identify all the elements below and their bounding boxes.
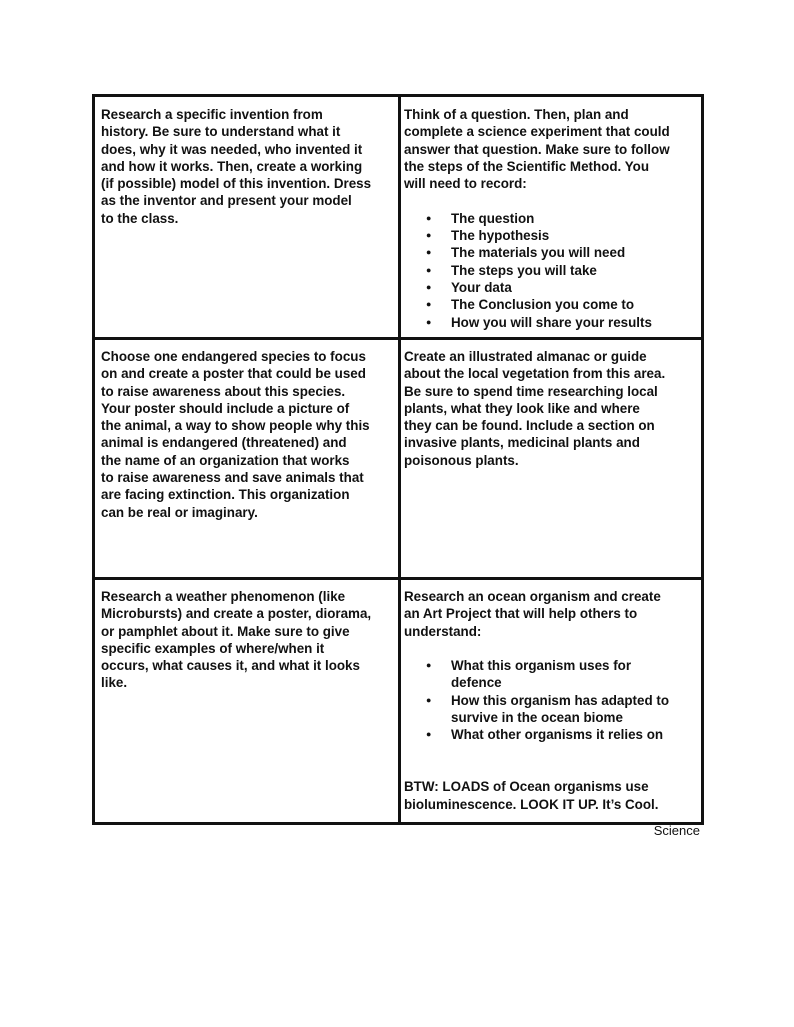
- text-line: [101, 486, 370, 503]
- bullet-icon: ●: [426, 281, 432, 292]
- bullet-item: [404, 210, 670, 227]
- line-text: about the local vegetation from this area.: [404, 366, 666, 382]
- line-text: the name of an organization that works: [101, 452, 350, 468]
- line-text: the steps of the Scientific Method. You: [404, 158, 650, 174]
- line-text: How you will share your results: [451, 314, 652, 330]
- line-text: on and create a poster that could be used: [101, 366, 366, 382]
- bullet-item: [404, 296, 670, 313]
- cell-vegetation-guide: [404, 348, 665, 469]
- bullet-item: [404, 227, 670, 244]
- text-line: [101, 123, 371, 140]
- bullet-icon: ●: [426, 729, 432, 740]
- line-text: and how it works. Then, create a working: [101, 158, 363, 174]
- bullet-item: [404, 262, 670, 279]
- bullet-item: [404, 726, 669, 743]
- text-line: [404, 452, 665, 469]
- text-line: [404, 605, 669, 622]
- text-line: [101, 158, 371, 175]
- line-text: to raise awareness about this species.: [101, 383, 346, 399]
- line-text: history. Be sure to understand what it: [101, 124, 341, 140]
- bullet-icon: ●: [426, 247, 432, 258]
- text-line: [101, 674, 371, 691]
- text-line: [404, 417, 665, 434]
- line-text: can be real or imaginary.: [101, 504, 258, 520]
- text-line: [101, 141, 371, 158]
- text-line: [404, 588, 669, 605]
- bullet-icon: ●: [426, 264, 432, 275]
- bullet-icon: ●: [426, 660, 432, 671]
- line-text: Your data: [451, 279, 512, 295]
- line-text: does, why it was needed, who invented it: [101, 141, 363, 157]
- text-line: [101, 452, 370, 469]
- line-text: Research an ocean organism and create: [404, 589, 661, 604]
- text-line: [404, 106, 670, 123]
- row-divider: [95, 337, 701, 340]
- line-text: are facing extinction. This organization: [101, 487, 350, 503]
- line-text: survive in the ocean biome: [451, 710, 623, 726]
- bullet-icon: ●: [426, 230, 432, 241]
- line-text: plants, what they look like and where: [404, 400, 640, 416]
- line-text: The materials you will need: [451, 245, 626, 261]
- text-line: [101, 400, 370, 417]
- line-text: the animal, a way to show people why this: [101, 418, 370, 434]
- line-text: invasive plants, medicinal plants and: [404, 435, 640, 451]
- line-text: an Art Project that will help others to: [404, 606, 638, 622]
- line-text: The hypothesis: [451, 228, 550, 244]
- line-text: complete a science experiment that could: [404, 124, 670, 140]
- text-line: [101, 417, 370, 434]
- line-text: defence: [451, 675, 502, 691]
- line-text: Create an illustrated almanac or guide: [404, 349, 647, 364]
- text-line: [101, 588, 371, 605]
- text-line: [101, 175, 371, 192]
- line-text: understand:: [404, 623, 482, 639]
- text-line: [404, 744, 669, 761]
- bullet-item: [404, 314, 670, 331]
- text-line: [404, 175, 670, 192]
- line-text: Be sure to spend time researching local: [404, 383, 658, 399]
- line-text: What other organisms it relies on: [451, 727, 664, 743]
- line-text: How this organism has adapted to: [451, 692, 669, 708]
- line-text: The question: [451, 210, 535, 226]
- line-text: Your poster should include a picture of: [101, 400, 350, 416]
- bullet-item: [404, 244, 670, 261]
- text-line: [404, 709, 669, 726]
- text-line: [101, 210, 371, 227]
- cell-weather: [101, 588, 371, 692]
- line-text: bioluminescence. LOOK IT UP. It’s Cool.: [404, 796, 659, 812]
- line-text: The steps you will take: [451, 262, 597, 278]
- line-text: poisonous plants.: [404, 452, 519, 468]
- column-divider: [398, 97, 401, 822]
- text-line: [404, 761, 669, 778]
- text-line: [101, 640, 371, 657]
- text-line: [404, 158, 670, 175]
- text-line: [101, 434, 370, 451]
- text-line: [404, 796, 669, 813]
- text-line: [404, 141, 670, 158]
- cell-ocean-organism: [404, 588, 669, 813]
- line-text: occurs, what causes it, and what it looks: [101, 658, 360, 674]
- footer-label: Science: [653, 823, 700, 838]
- text-line: [404, 434, 665, 451]
- text-line: [404, 348, 665, 365]
- text-line: [404, 400, 665, 417]
- text-line: [404, 383, 665, 400]
- line-text: or pamphlet about it. Make sure to give: [101, 623, 350, 639]
- line-text: as the inventor and present your model: [101, 193, 352, 209]
- line-text: to the class.: [101, 210, 179, 226]
- line-text: The Conclusion you come to: [451, 297, 635, 313]
- line-text: answer that question. Make sure to follow: [404, 141, 670, 157]
- line-text: specific examples of where/when it: [101, 640, 325, 656]
- bullet-item: [404, 692, 669, 709]
- cell-endangered-species: [101, 348, 370, 521]
- line-text: they can be found. Include a section on: [404, 418, 655, 434]
- line-text: Choose one endangered species to focus: [101, 349, 366, 364]
- text-line: [101, 657, 371, 674]
- text-line: [101, 365, 370, 382]
- line-text: Think of a question. Then, plan and: [404, 107, 629, 122]
- bullet-item: [404, 657, 669, 674]
- text-line: [101, 623, 371, 640]
- line-text: Microbursts) and create a poster, diorama,: [101, 606, 372, 622]
- line-text: Research a weather phenomenon (like: [101, 589, 346, 604]
- line-text: will need to record:: [404, 176, 527, 192]
- bullet-icon: ●: [426, 694, 432, 705]
- text-line: [404, 674, 669, 691]
- text-line: [101, 106, 371, 123]
- line-text: BTW: LOADS of Ocean organisms use: [404, 779, 649, 795]
- cell-invention: [101, 106, 371, 227]
- line-text: (if possible) model of this invention. Dress: [101, 176, 372, 192]
- text-line: [101, 504, 370, 521]
- text-line: [404, 365, 665, 382]
- text-line: [404, 778, 669, 795]
- text-line: [101, 605, 371, 622]
- cell-science-experiment: [404, 106, 670, 331]
- text-line: [101, 469, 370, 486]
- bullet-icon: ●: [426, 212, 432, 223]
- line-text: like.: [101, 675, 128, 691]
- text-line: [101, 383, 370, 400]
- text-line: [101, 192, 371, 209]
- text-line: [404, 192, 670, 209]
- line-text: to raise awareness and save animals that: [101, 470, 364, 486]
- text-line: [404, 623, 669, 640]
- bullet-icon: ●: [426, 316, 432, 327]
- text-line: [404, 123, 670, 140]
- line-text: Research a specific invention from: [101, 107, 323, 122]
- text-line: [101, 348, 370, 365]
- bullet-icon: ●: [426, 299, 432, 310]
- text-line: [404, 640, 669, 657]
- activity-table: [92, 94, 704, 825]
- bullet-item: [404, 279, 670, 296]
- line-text: animal is endangered (threatened) and: [101, 435, 347, 451]
- row-divider: [95, 577, 701, 580]
- line-text: What this organism uses for: [451, 658, 632, 674]
